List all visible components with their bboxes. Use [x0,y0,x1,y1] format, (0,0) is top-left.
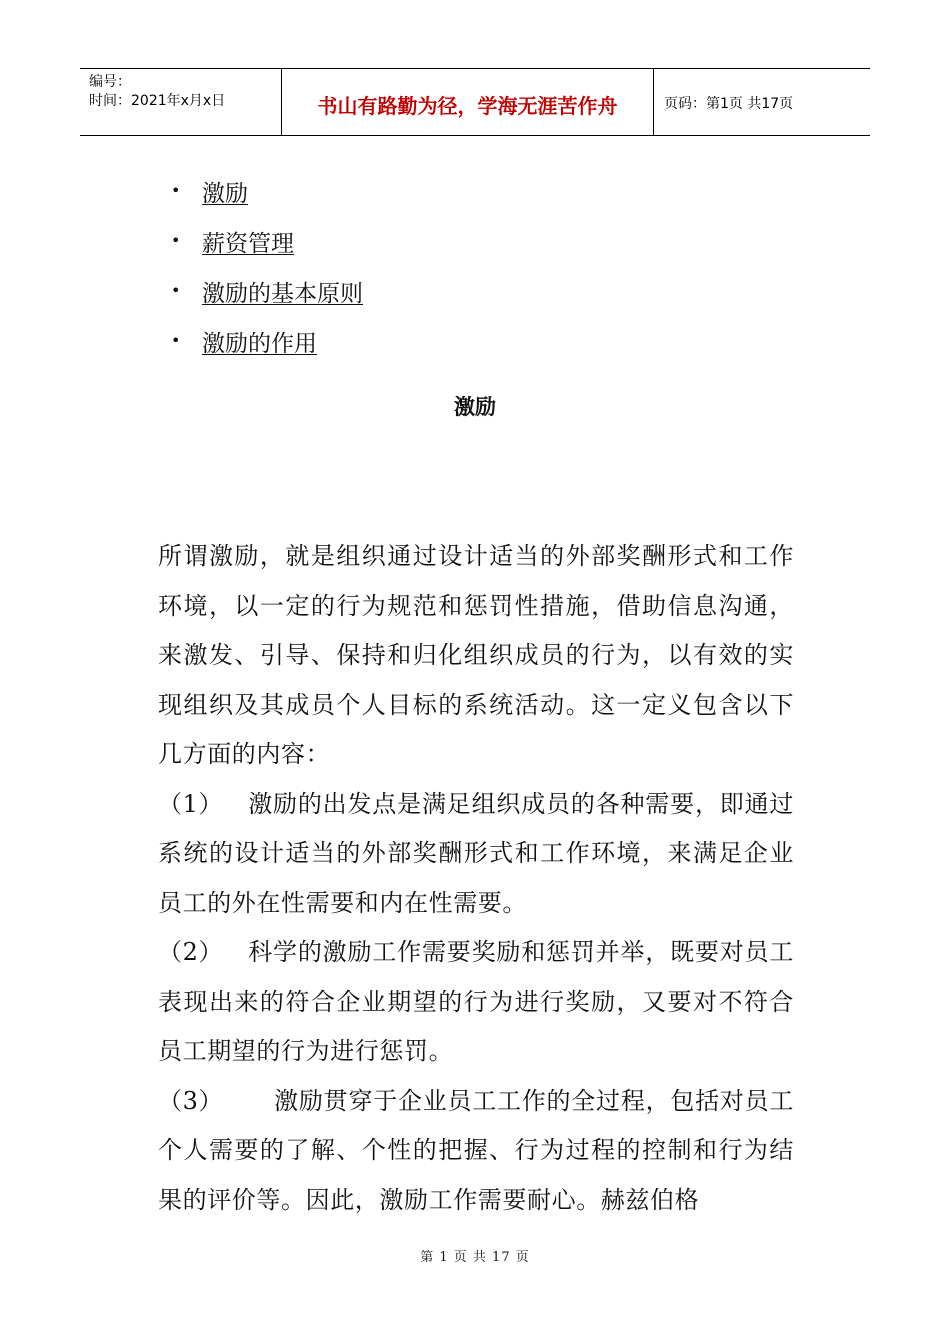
paragraph-item-3 [158,1077,794,1226]
item-text: 激励贯穿于企业员工工作的全过程，包括对员工个人需要的了解、个性的把握、行为过程的控制和行为结果的评价等。因此，激励工作需要耐心。赫兹伯格 [158,1086,794,1214]
toc-item [168,216,363,266]
item-number: （2） [158,938,224,966]
item-text: 激励的出发点是满足组织成员的各种需要，即通过系统的设计适当的外部奖酬形式和工作环境，来满足企业员工的外在性需要和内在性需要。 [158,789,794,917]
toc-link-role-of-incentive[interactable]: 激励的作用 [202,330,317,357]
page-footer: 第 1 页 共 17 页 [420,1250,530,1265]
bullet-icon: • [171,331,181,350]
paragraph-item-2 [158,928,794,1077]
toc-link-incentive[interactable]: 激励 [202,180,248,207]
header-meta [80,69,282,135]
bullet-icon: • [171,281,181,300]
bullet-icon: • [171,181,181,200]
toc-link-salary-management[interactable]: 薪资管理 [202,230,294,257]
body-text [158,532,794,1225]
table-of-contents [168,166,363,366]
toc-item [168,316,363,366]
toc-item [168,166,363,216]
toc-item [168,266,363,316]
page-header [80,68,870,136]
paragraph-intro: 所谓激励，就是组织通过设计适当的外部奖酬形式和工作环境，以一定的行为规范和惩罚性措施，借助信息沟通，来激发、引导、保持和归化组织成员的行为，以有效的实现组织及其成员个人目标的系统活动。这一定义包含以下几方面的内容： [158,542,794,768]
header-motto: 书山有路勤为径，学海无涯苦作舟 [282,69,654,135]
bullet-icon: • [171,231,181,250]
item-text: 科学的激励工作需要奖励和惩罚并举，既要对员工表现出来的符合企业期望的行为进行奖励，又要对不符合员工期望的行为进行惩罚。 [158,938,794,1065]
section-title: 激励 [454,395,496,419]
item-number: （1） [158,789,224,818]
item-number: （3） [158,1086,224,1115]
header-date-label: 时间：2021年x月x日 [89,93,226,109]
toc-link-basic-principles[interactable]: 激励的基本原则 [202,280,363,307]
paragraph-item-1 [158,780,794,929]
header-number-label: 编号： [89,74,131,90]
header-page-info: 页码：第1页 共17页 [664,96,794,112]
